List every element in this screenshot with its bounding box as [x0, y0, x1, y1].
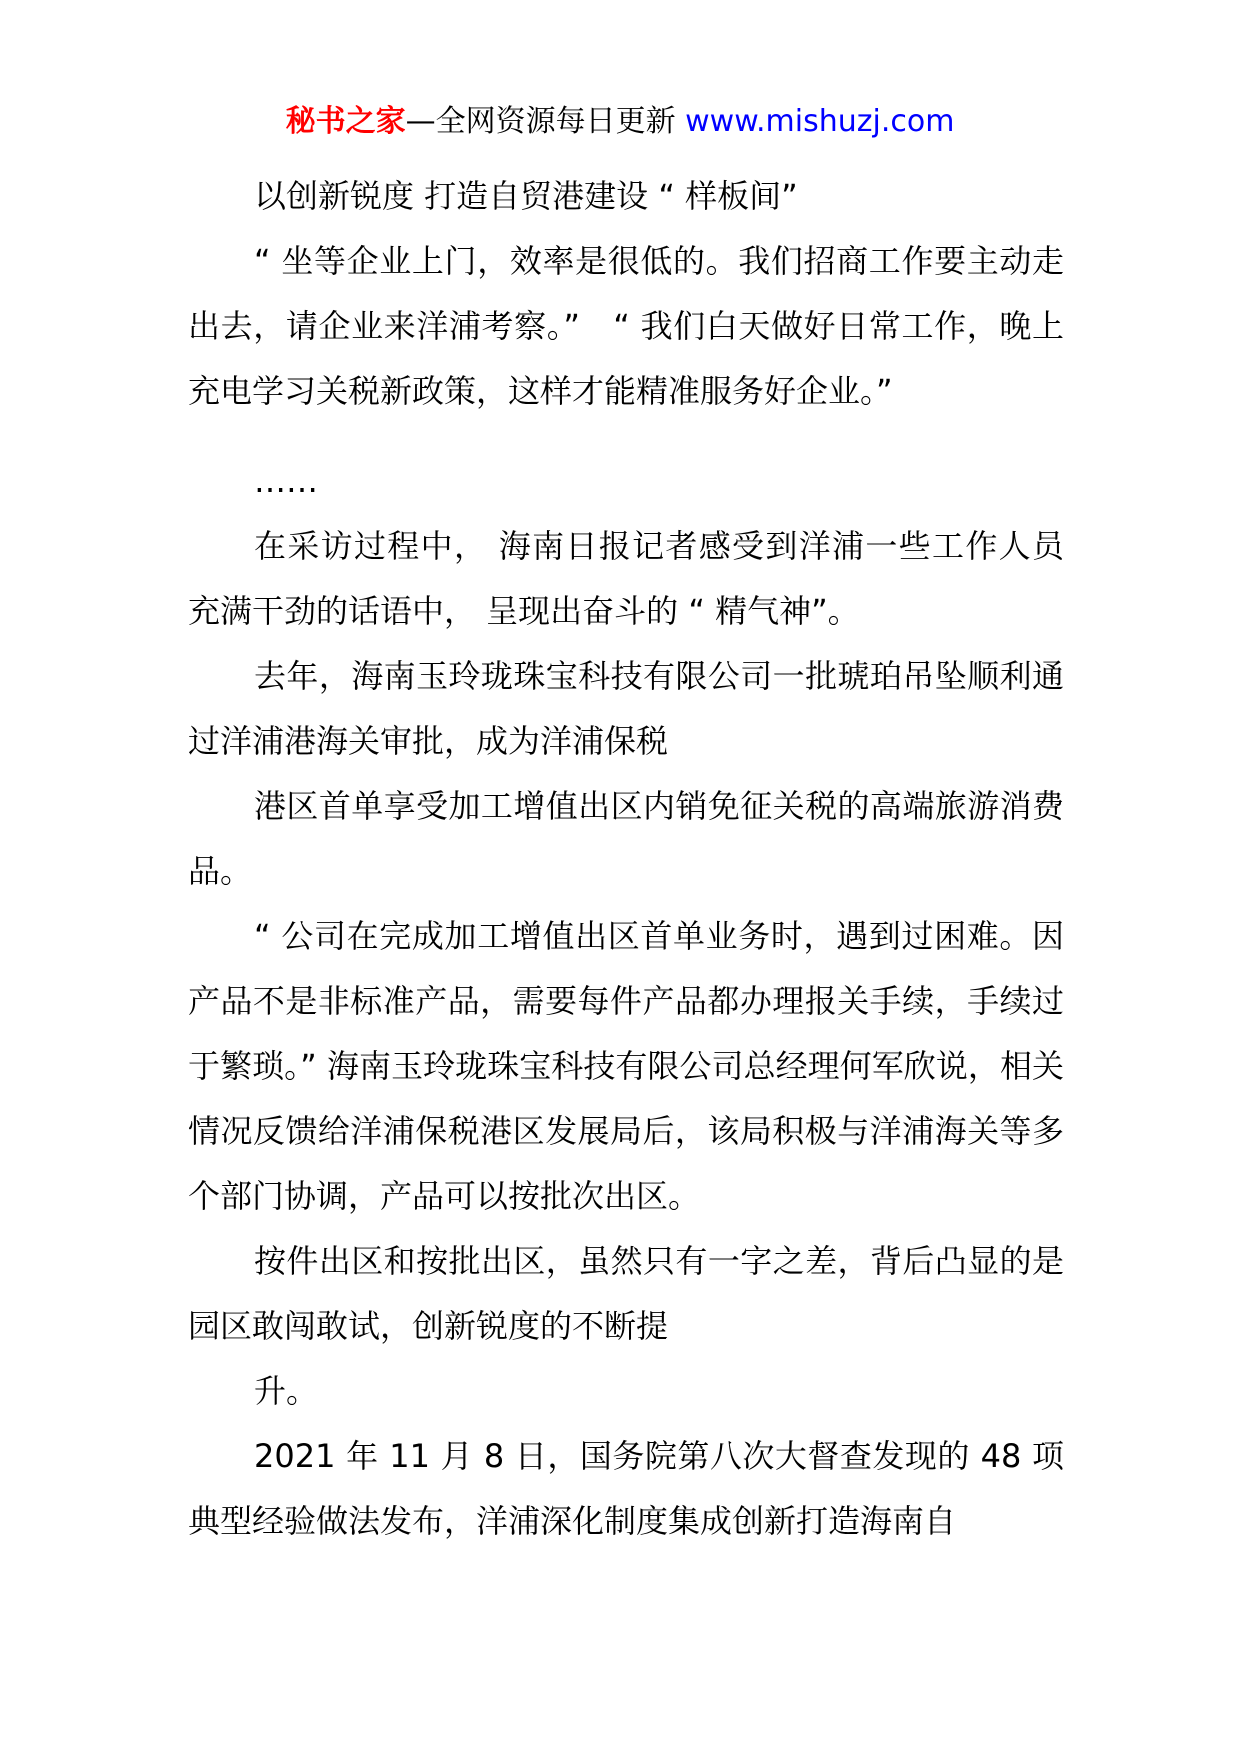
- brand-name: 秘书之家: [285, 104, 406, 139]
- paragraph: 港区首单享受加工增值出区内销免征关税的高端旅游消费品。: [188, 787, 1064, 890]
- paragraph: 升。: [254, 1372, 319, 1410]
- site-header: [0, 100, 1240, 144]
- paragraph: 在采访过程中， 海南日报记者感受到洋浦一些工作人员充满干劲的话语中， 呈现出奋斗的 “ 精气神”。: [188, 527, 1064, 630]
- paragraph: “ 公司在完成加工增值出区首单业务时，遇到过困难。因产品不是非标准产品，需要每件产品都办理报关手续，手续过于繁琐。” 海南玉玲珑珠宝科技有限公司总经理何军欣说，相关情况反馈给洋浦保税港区发展局后，该局积极与洋浦海关等多个部门协调，产品可以按批次出区。: [188, 917, 1064, 1215]
- paragraph: 2021 年 11 月 8 日，国务院第八次大督查发现的 48 项典型经验做法发布，洋浦深化制度集成创新打造海南自: [188, 1437, 1064, 1540]
- header-tagline: —全网资源每日更新: [405, 104, 676, 139]
- site-url-link[interactable]: www.mishuzj.com: [685, 104, 955, 139]
- article-body: [188, 164, 1064, 1554]
- paragraph: 去年，海南玉玲珑珠宝科技有限公司一批琥珀吊坠顺利通过洋浦港海关审批，成为洋浦保税: [188, 657, 1064, 760]
- paragraph: 按件出区和按批出区，虽然只有一字之差，背后凸显的是园区敢闯敢试，创新锐度的不断提: [188, 1242, 1064, 1345]
- paragraph: “ 坐等企业上门，效率是很低的。我们招商工作要主动走出去，请企业来洋浦考察。” “ 我们白天做好日常工作，晚上充电学习关税新政策，这样才能精准服务好企业。”: [188, 242, 1064, 410]
- article-title: 以创新锐度 打造自贸港建设 “ 样板间”: [254, 177, 798, 215]
- paragraph-ellipsis: ……: [254, 462, 318, 500]
